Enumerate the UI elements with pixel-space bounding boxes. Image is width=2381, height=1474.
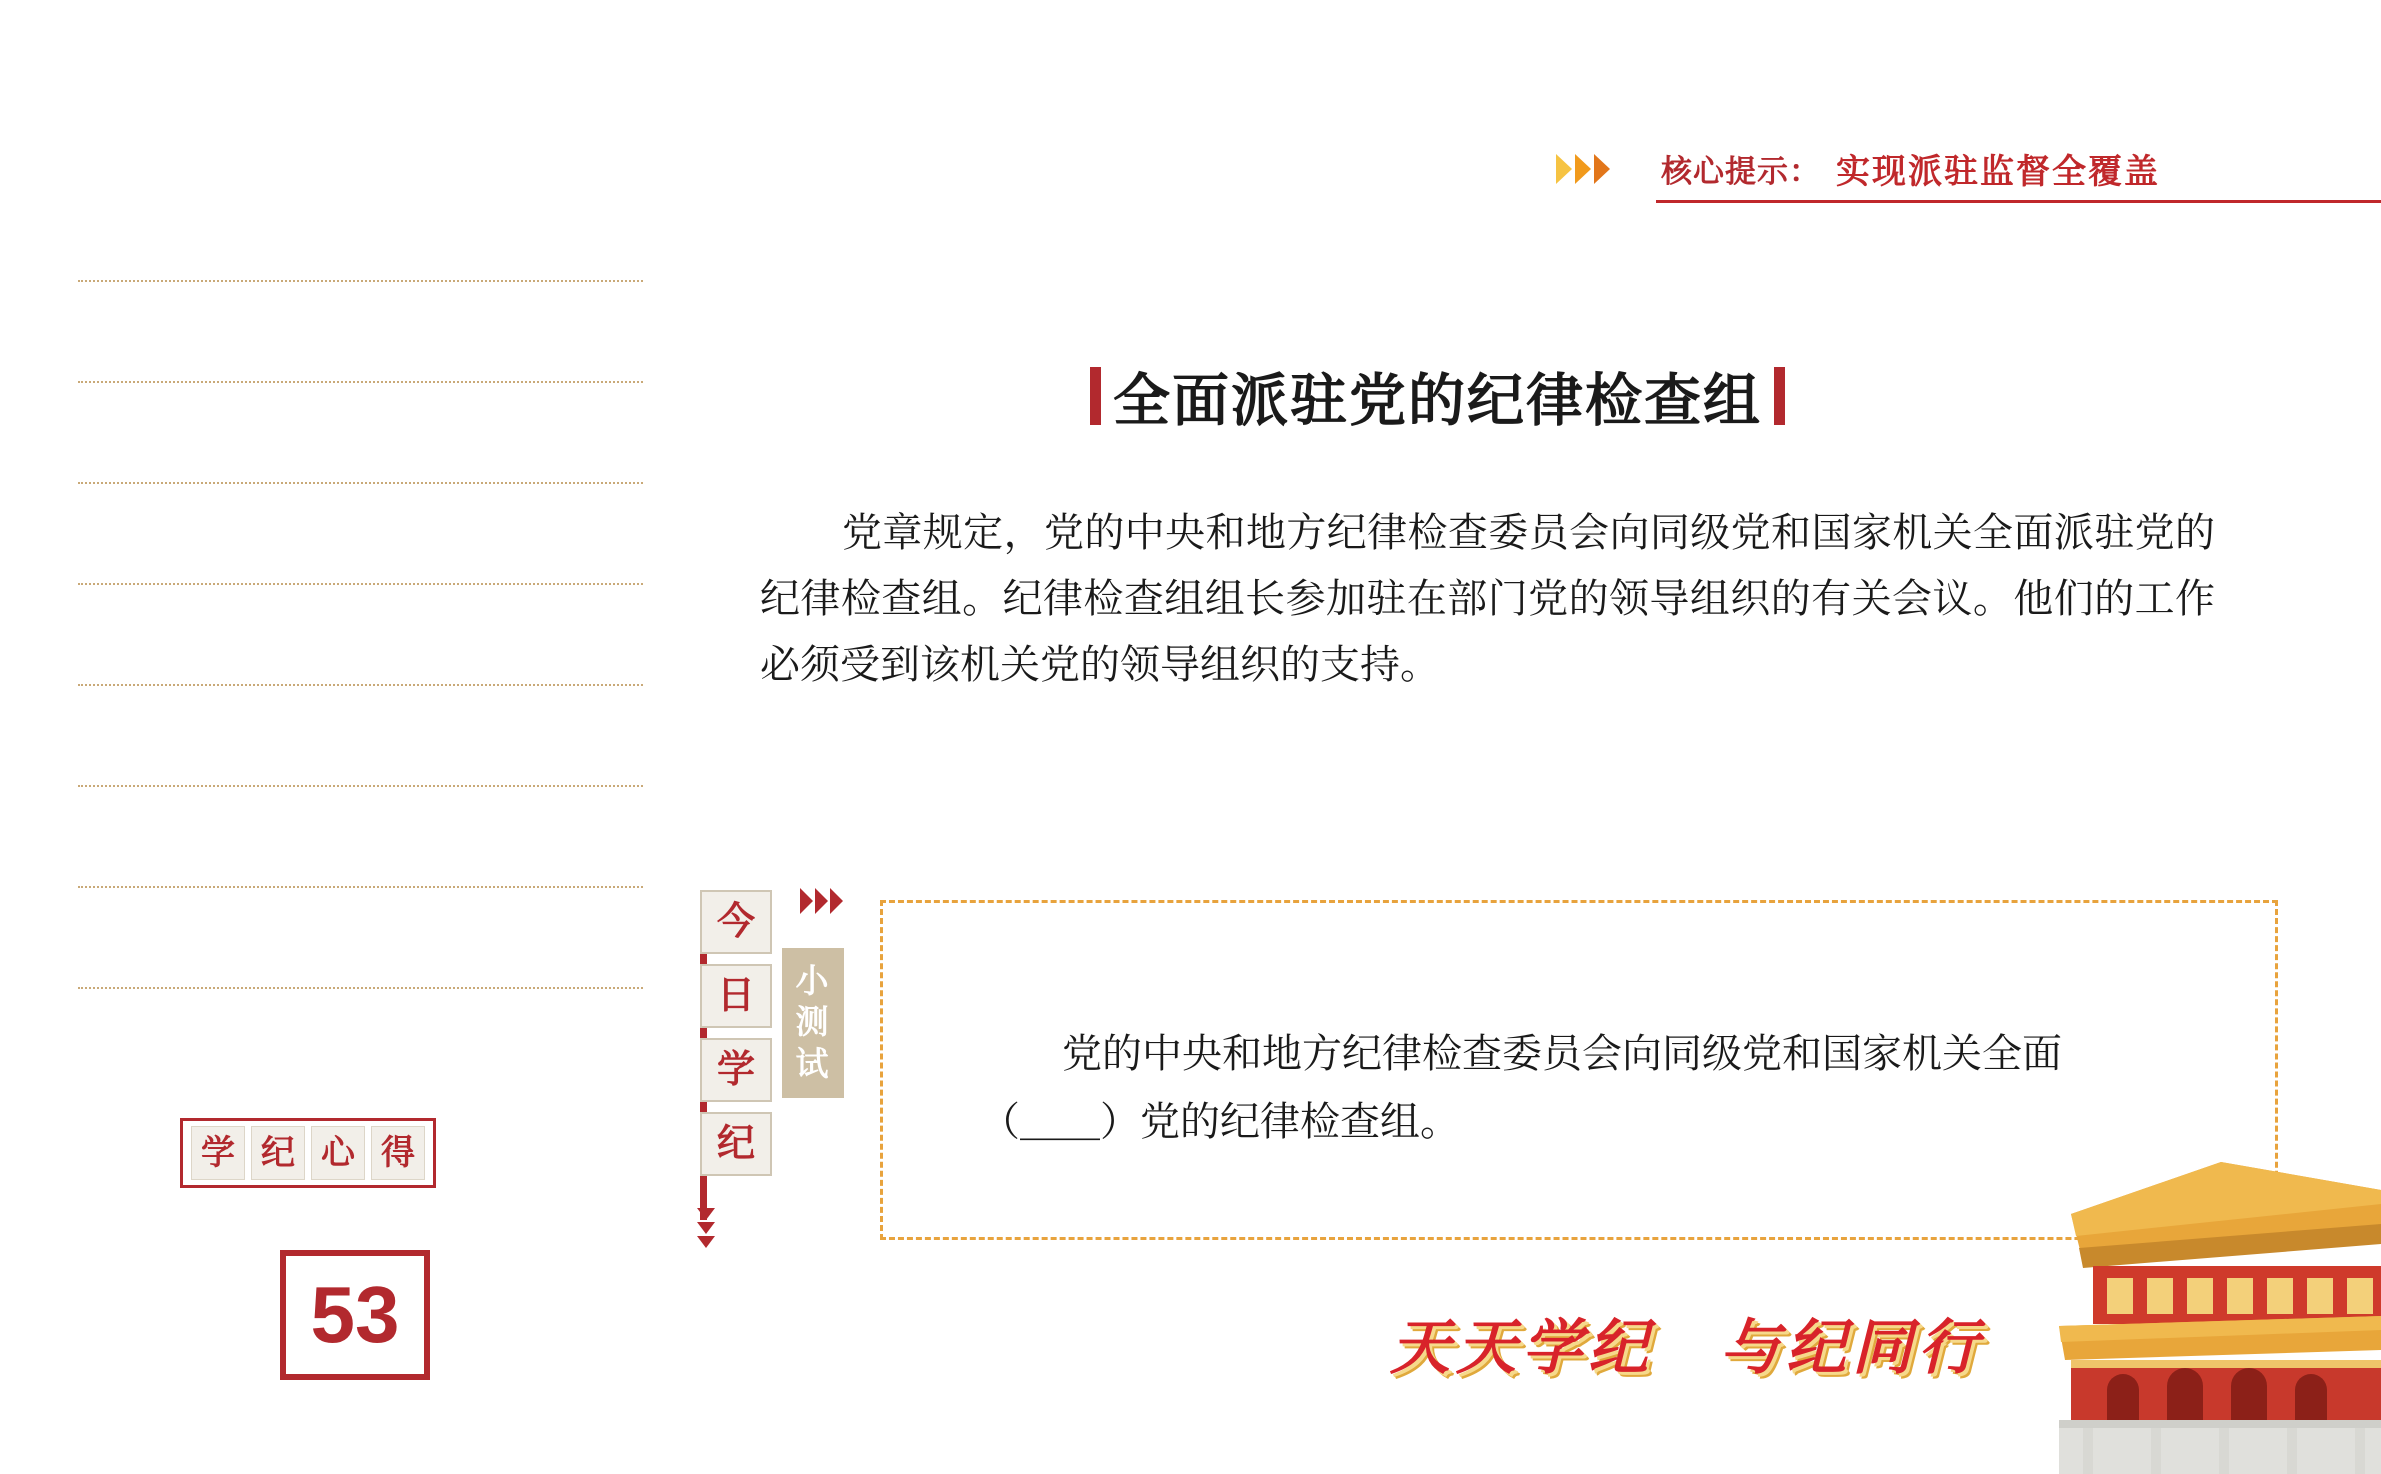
note-line: [78, 482, 643, 484]
note-line: [78, 583, 643, 585]
footer-slogan: 天天学纪 与纪同行: [1390, 1315, 1984, 1381]
quiz-label-char: 日: [700, 964, 772, 1028]
chevron-right-icon: [1575, 154, 1591, 184]
zigzag-arrow-icon: [697, 1222, 715, 1234]
core-tip-text: 实现派驻监督全覆盖: [1836, 153, 2160, 191]
note-line: [78, 886, 643, 888]
note-lines: [78, 280, 643, 1088]
quiz-tag: 小测试: [782, 948, 844, 1098]
note-line: [78, 381, 643, 383]
page-title-text: 全面派驻党的纪律检查组: [1113, 369, 1762, 433]
header-core-tip: [1556, 138, 2256, 208]
body-paragraph: 党章规定，党的中央和地方纪律检查委员会向同级党和国家机关全面派驻党的纪律检查组。纪律检查组组长参加驻在部门党的领导组织的有关会议。他们的工作必须受到该机关党的领导组织的支持。: [760, 510, 2215, 687]
chevron-right-icon: [1556, 154, 1572, 184]
quiz-question-text: 党的中央和地方纪律检查委员会向同级党和国家机关全面（＿＿）党的纪律检查组。: [980, 1031, 2062, 1144]
quiz-label-column: [700, 890, 788, 1186]
note-line: [78, 785, 643, 787]
page-title: [1090, 355, 1785, 437]
chevron-right-icon: [800, 888, 813, 914]
zigzag-arrow-icon: [697, 1208, 715, 1220]
quiz-arrows-icon: [800, 888, 845, 914]
study-notes-badge: [180, 1118, 436, 1188]
badge-char: 心: [311, 1126, 365, 1180]
header-divider: [1656, 200, 2381, 203]
chevron-right-icon: [830, 888, 843, 914]
note-line: [78, 987, 643, 989]
badge-char: 得: [371, 1126, 425, 1180]
quiz-label-char: 学: [700, 1038, 772, 1102]
chevron-right-icon: [1594, 154, 1610, 184]
badge-char: 学: [191, 1126, 245, 1180]
page-number: 53: [280, 1250, 430, 1380]
zigzag-icon: [697, 1208, 711, 1250]
title-bar-right-icon: [1774, 367, 1785, 425]
title-bar-left-icon: [1090, 367, 1101, 425]
zigzag-arrow-icon: [697, 1236, 715, 1248]
core-tip-label: 核心提示：: [1661, 154, 1821, 189]
quiz-label-char: 今: [700, 890, 772, 954]
note-line: [78, 280, 643, 282]
note-line: [78, 684, 643, 686]
badge-char: 纪: [251, 1126, 305, 1180]
quiz-label-char: 纪: [700, 1112, 772, 1176]
chevron-decoration: [1556, 154, 1613, 184]
chevron-right-icon: [815, 888, 828, 914]
